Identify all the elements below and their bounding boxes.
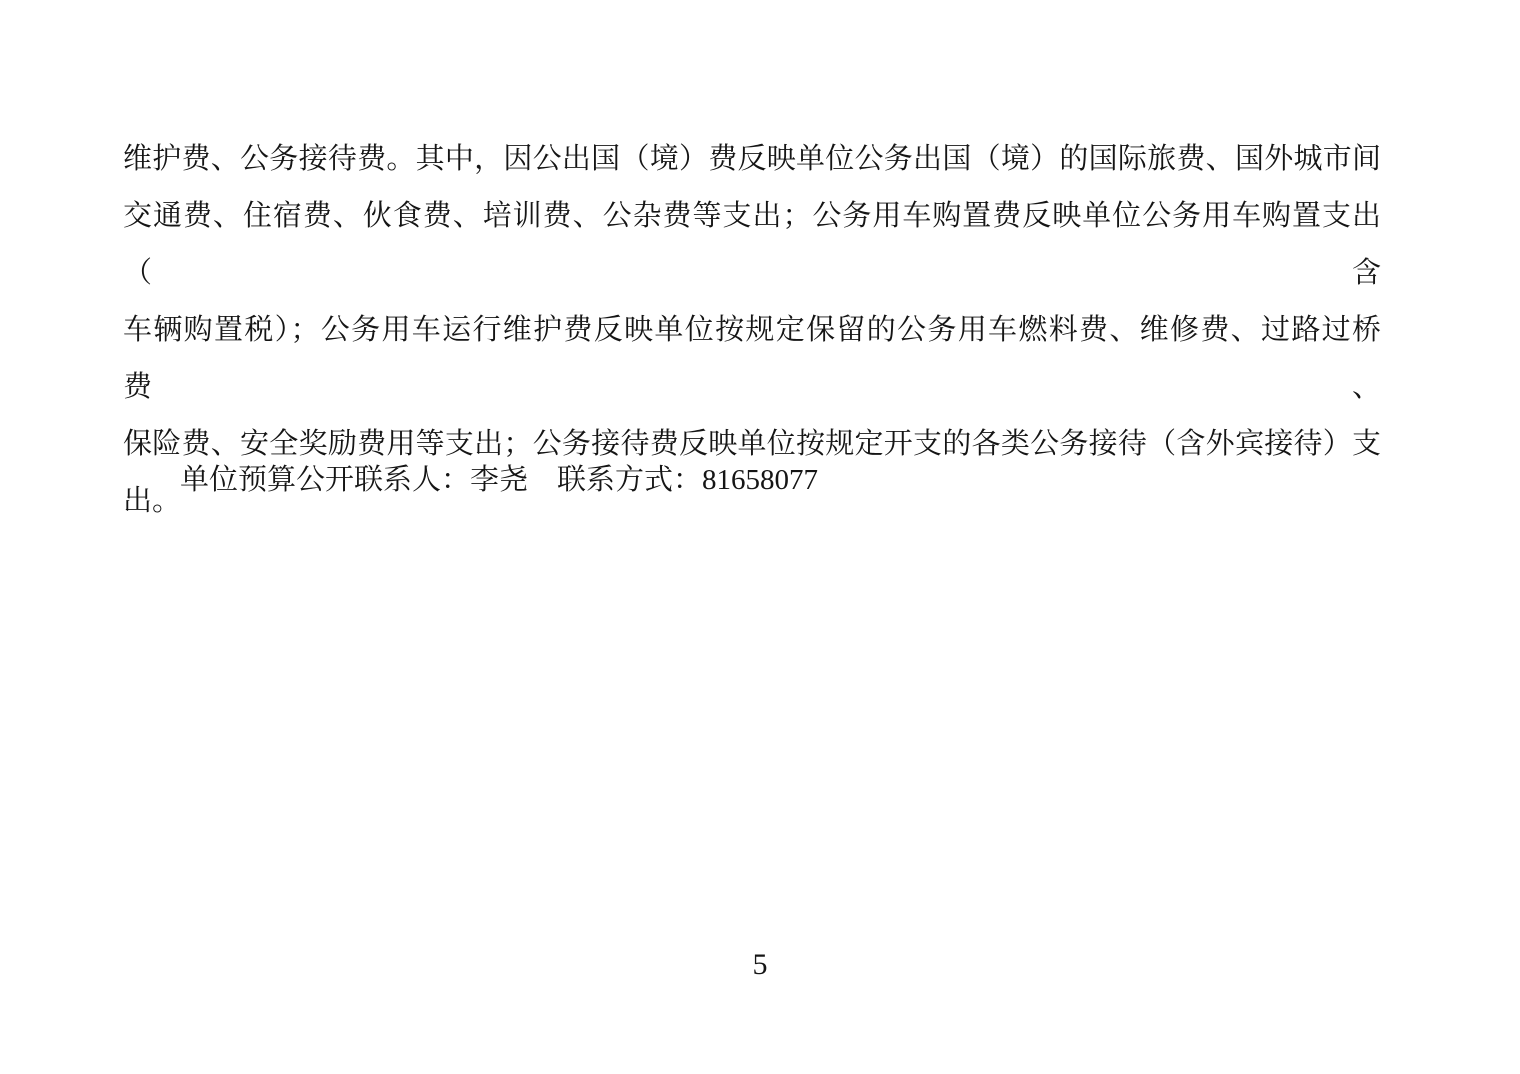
paragraph-line: 车辆购置税）；公务用车运行维护费反映单位按规定保留的公务用车燃料费、维修费、过路过桥费、 <box>123 314 1381 403</box>
paragraph-line: 维护费、公务接待费。其中，因公出国（境）费反映单位公务出国（境）的国际旅费、国外城市间 <box>123 143 1381 175</box>
paragraph-line: 保险费、安全奖励费用等支出；公务接待费反映单位按规定开支的各类公务接待（含外宾接待）支 <box>123 428 1381 460</box>
contact-label: 单位预算公开联系人： <box>180 464 471 496</box>
page-number: 5 <box>752 948 768 981</box>
contact-line <box>123 452 1381 509</box>
contact-phone: 81658077 <box>702 464 819 496</box>
contact-method-label: 联系方式： <box>557 464 703 496</box>
paragraph-line: 交通费、住宿费、伙食费、培训费、公杂费等支出；公务用车购置费反映单位公务用车购置支出（含 <box>123 200 1381 289</box>
paragraph-line: 出。 <box>123 485 182 517</box>
contact-name: 李尧 <box>470 464 529 496</box>
